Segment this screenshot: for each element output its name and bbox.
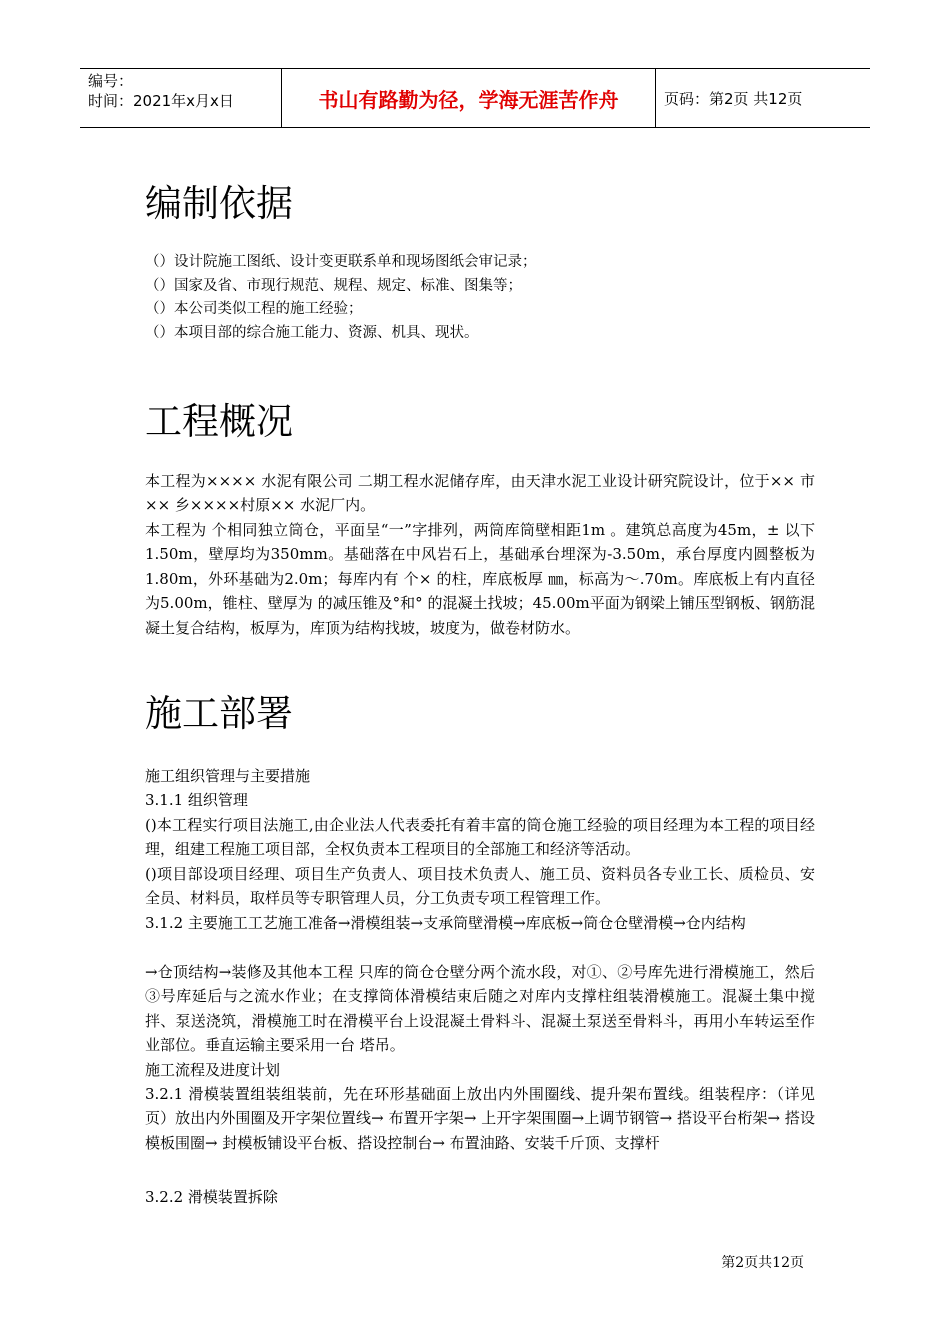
list-item: （）设计院施工图纸、设计变更联系单和现场图纸会审记录； <box>145 254 537 270</box>
subsection-title: 施工组织管理与主要措施 <box>145 767 311 785</box>
list-item: （）国家及省、市现行规范、规程、规定、标准、图集等； <box>145 277 522 294</box>
list-item: （）本公司类似工程的施工经验； <box>145 301 363 317</box>
body-paragraph: 3.2.1 滑模装置组装组装前，先在环形基础面上放出内外围圈线、提升架布置线。组装程序：（详见 页）放出内外围圈及开字架位置线→ 布置开字架→ 上开字架围圈→上调节钢管→ 搭设平台桁架→ 搭设模板围圈→ 封模板铺设平台板、搭设控制台→ 布置油路、安装千斤顶、支撑杆 <box>145 1085 815 1152</box>
body-paragraph: →仓顶结构→装修及其他本工程 只库的筒仓仓壁分两个流水段，对①、②号库先进行滑模施工，然后③号库延后与之流水作业；在支撑筒体滑模结束后随之对库内支撑柱组装滑模施工。混凝土集中搅拌、泵送浇筑，滑模施工时在滑模平台上设混凝土骨料斗、混凝土泵送至骨料斗，再用小车转运至作业部位。垂直运输主要采用一台 塔吊。 <box>145 963 815 1055</box>
section-heading-basis: 编制依据 <box>145 182 293 225</box>
body-paragraph: ()项目部设项目经理、项目生产负责人、项目技术负责人、施工员、资料员各专业工长、质检员、安全员、材料员，取样员等专职管理人员，分工负责专项工程管理工作。 <box>145 865 815 908</box>
header-page-code: 页码：第2页 共12页 <box>664 90 803 108</box>
overview-paragraph: 本工程为×××× 水泥有限公司 二期工程水泥储存库，由天津水泥工业设计研究院设计，位于×× 市×× 乡××××村原×× 水泥厂内。 <box>145 472 815 515</box>
header-meta <box>88 71 278 111</box>
header-divider <box>655 69 656 128</box>
overview-paragraph: 本工程为 个相同独立筒仓，平面呈“一”字排列，两筒库筒壁相距1m 。建筑总高度为45m，± 以下1.50m，壁厚均为350mm。基础落在中风岩石上，基础承台埋深为-3.50m，承台厚度内圆整板为1.80m，外环基础为2.0m；每库内有 个× 的柱，库底板厚 ㎜，标高为～.70m。库底板上有内直径为5.00m，锥柱、壁厚为 的减压锥及°和° 的混凝土找坡；45.00m平面为钢梁上铺压型钢板、钢筋混凝土复合结构，板厚为，库顶为结构找坡，坡度为，做卷材防水。 <box>145 521 815 637</box>
time-label: 时间：2021年x月x日 <box>88 92 234 110</box>
section-heading-overview: 工程概况 <box>145 400 293 443</box>
subsection-title: 施工流程及进度计划 <box>145 1061 281 1079</box>
subsection-title: 3.1.1 组织管理 <box>145 791 248 809</box>
subsection-title: 3.2.2 滑模装置拆除 <box>145 1188 278 1206</box>
section-heading-deployment: 施工部署 <box>145 692 293 735</box>
body-paragraph: ()本工程实行项目法施工,由企业法人代表委托有着丰富的筒仓施工经验的项目经理为本工程的项目经理，组建工程施工项目部，全权负责本工程项目的全部施工和经济等活动。 <box>145 816 815 859</box>
page-header <box>80 68 870 128</box>
serial-number-label: 编号： <box>88 72 134 90</box>
page-footer: 第2页共12页 <box>721 1255 804 1271</box>
body-paragraph: 3.1.2 主要施工工艺施工准备→滑模组装→支承筒壁滑模→库底板→筒仓仓壁滑模→仓内结构 <box>145 914 746 932</box>
list-item: （）本项目部的综合施工能力、资源、机具、现状。 <box>145 324 479 341</box>
header-motto: 书山有路勤为径，学海无涯苦作舟 <box>318 88 619 112</box>
basis-list <box>145 251 815 345</box>
